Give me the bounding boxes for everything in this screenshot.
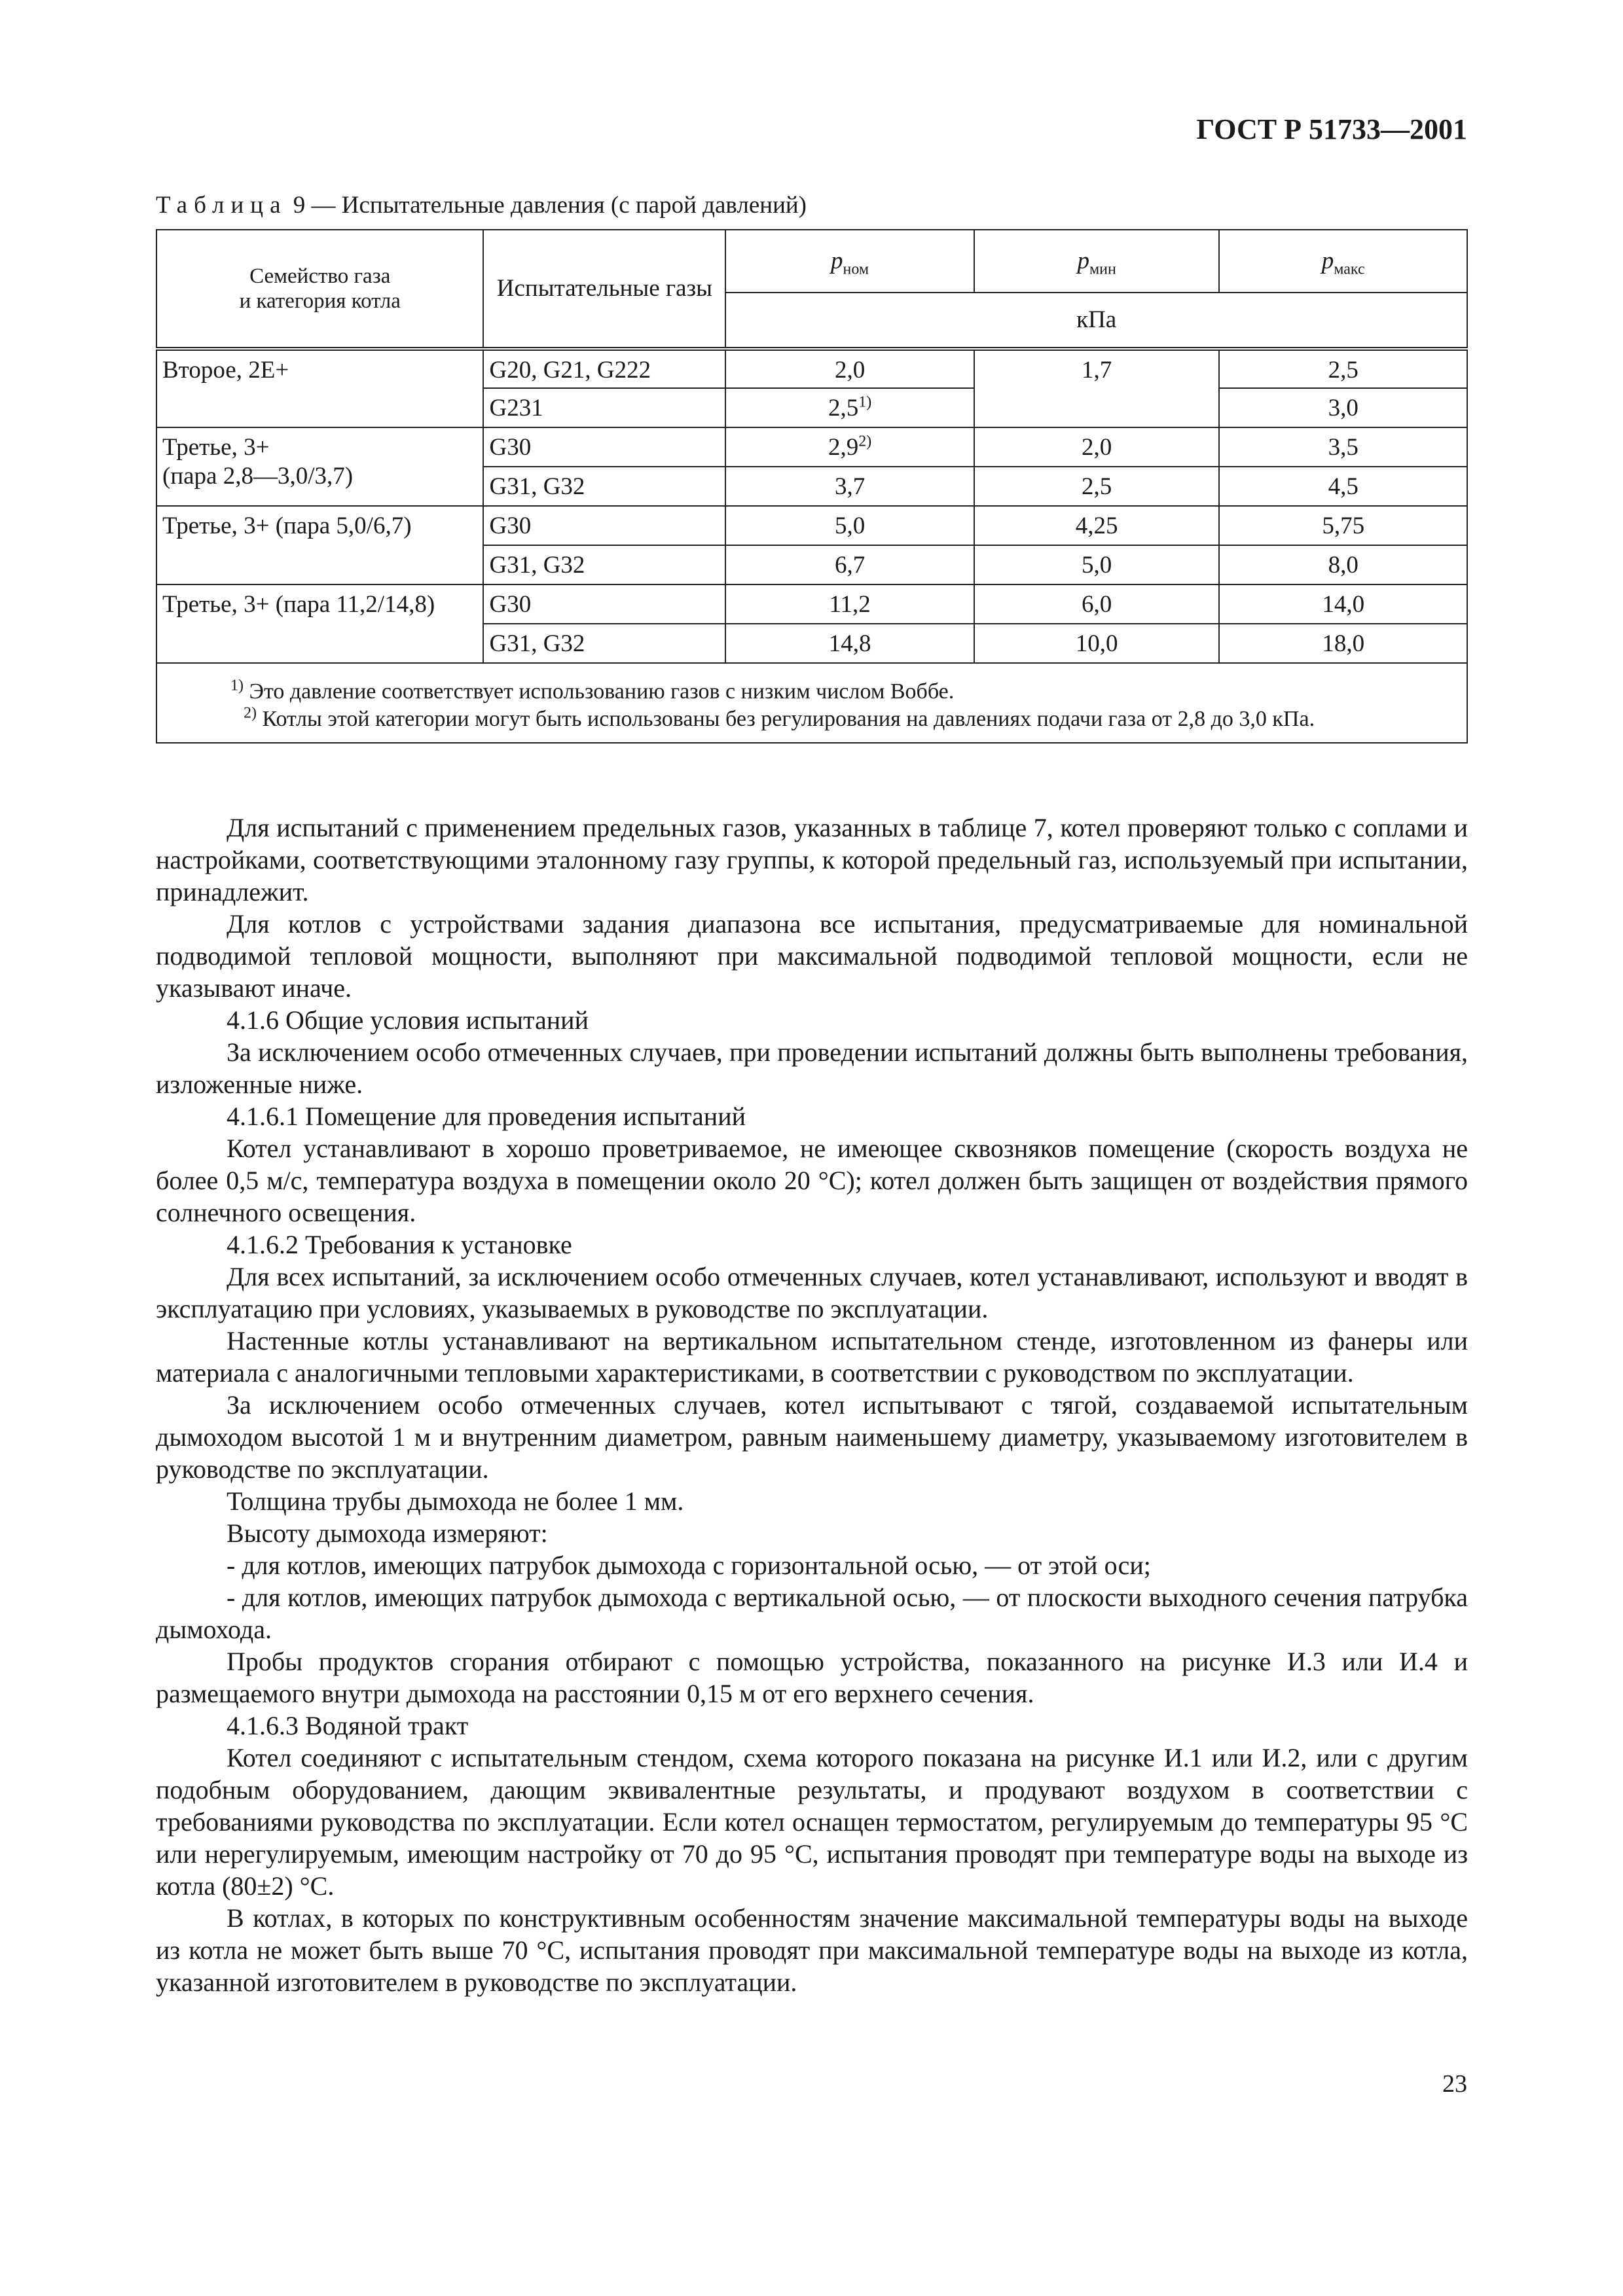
- table-caption-title: 9 — Испытательные давления (с парой давлений): [287, 192, 807, 219]
- cell-pnom: 5,0: [725, 506, 974, 545]
- header-unit: кПа: [725, 293, 1467, 349]
- cell-pmin: 4,25: [974, 506, 1220, 545]
- cell-pmax: 5,75: [1219, 506, 1467, 545]
- cell-pmin: 2,5: [974, 467, 1220, 506]
- table-footnotes: [156, 663, 1467, 743]
- cell-family: Третье, 3+ (пара 11,2/14,8): [156, 584, 483, 663]
- page-number: 23: [1442, 2070, 1467, 2098]
- pressure-table: [156, 229, 1468, 744]
- table-row: [156, 427, 1467, 467]
- section-heading: 4.1.6.3 Водяной тракт: [227, 1711, 469, 1740]
- cell-gas: G231: [483, 388, 725, 427]
- footnote-2: $^{2)}$ Котлы этой категории могут быть использованы без регулирования на давлениях подачи газа от 2,8 до 3,0 кПа.: [244, 704, 1315, 731]
- cell-gas: G20, G21, G222: [483, 349, 725, 388]
- cell-gas: G31, G32: [483, 467, 725, 506]
- header-family: Семейство газа и категория котла: [156, 230, 483, 349]
- table-caption-label: Таблица: [156, 192, 287, 219]
- cell-gas: G30: [483, 427, 725, 467]
- paragraph: Для котлов с устройствами задания диапазона все испытания, предусматриваемые для номинальной подводимой тепловой мощности, выполняют при максимальной подводимой тепловой мощности, если не указывают иначе.: [156, 909, 1468, 1003]
- cell-pmin: 10,0: [974, 624, 1220, 663]
- cell-pmax: 4,5: [1219, 467, 1467, 506]
- table-row: [156, 506, 1467, 545]
- cell-family: Третье, 3+ (пара 5,0/6,7): [156, 506, 483, 584]
- paragraph: За исключением особо отмеченных случаев, при проведении испытаний должны быть выполнены требования, изложенные ниже.: [156, 1037, 1468, 1099]
- cell-gas: G30: [483, 506, 725, 545]
- cell-gas: G31, G32: [483, 624, 725, 663]
- cell-pmax: 18,0: [1219, 624, 1467, 663]
- cell-gas: G31, G32: [483, 545, 725, 584]
- footnote-1: $^{1)}$ Это давление соответствует использованию газов с низким числом Воббе.: [230, 677, 955, 704]
- section-heading: 4.1.6 Общие условия испытаний: [227, 1005, 589, 1035]
- list-item: - для котлов, имеющих патрубок дымохода с горизонтальной осью, — от этой оси;: [227, 1551, 1151, 1580]
- document-header: ГОСТ Р 51733—2001: [1196, 113, 1467, 145]
- paragraph: Пробы продуктов сгорания отбирают с помощью устройства, показанного на рисунке И.3 или И.4 и размещаемого внутри дымохода на расстоянии 0,15 м от его верхнего сечения.: [156, 1647, 1468, 1708]
- paragraph: Для всех испытаний, за исключением особо отмеченных случаев, котел устанавливают, используют и вводят в эксплуатацию при условиях, указываемых в руководстве по эксплуатации.: [156, 1262, 1468, 1323]
- list-item: - для котлов, имеющих патрубок дымохода с вертикальной осью, — от плоскости выходного сечения патрубка дымохода.: [156, 1583, 1468, 1644]
- header-pmin: $p_{мин}$: [974, 230, 1220, 293]
- paragraph: Настенные котлы устанавливают на вертикальном испытательном стенде, изготовленном из фанеры или материала с аналогичными тепловыми характеристиками, в соответствии с руководством по эксплуатации.: [156, 1326, 1468, 1388]
- cell-pmax: 3,0: [1219, 388, 1467, 427]
- paragraph: Для испытаний с применением предельных газов, указанных в таблице 7, котел проверяют только с соплами и настройками, соответствующими эталонному газу группы, к которой предельный газ, используемый при испытании, принадлежит.: [156, 813, 1468, 906]
- cell-pmin: 5,0: [974, 545, 1220, 584]
- cell-pmax: 14,0: [1219, 584, 1467, 624]
- header-pnom: $p_{ном}$: [725, 230, 974, 293]
- cell-pnom: 2,9$^{2)}$: [725, 427, 974, 467]
- section-heading: 4.1.6.2 Требования к установке: [227, 1230, 572, 1259]
- cell-pmin: 6,0: [974, 584, 1220, 624]
- cell-pnom: 2,5$^{1)}$: [725, 388, 974, 427]
- paragraph: Высоту дымохода измеряют:: [227, 1518, 548, 1548]
- cell-family: Второе, 2Е+: [156, 349, 483, 427]
- paragraph: В котлах, в которых по конструктивным особенностям значение максимальной температуры воды на выходе из котла не может быть выше 70 °С, испытания проводят при максимальной температуре воды на выходе из котла, указанной изготовителем в руководстве по эксплуатации.: [156, 1903, 1468, 1997]
- section-heading: 4.1.6.1 Помещение для проведения испытаний: [227, 1102, 746, 1131]
- cell-pnom: 6,7: [725, 545, 974, 584]
- paragraph: За исключением особо отмеченных случаев, котел испытывают с тягой, создаваемой испытательным дымоходом высотой 1 м и внутренним диаметром, равным наименьшему диаметру, указываемому изготовителем в руководстве по эксплуатации.: [156, 1390, 1468, 1484]
- table-row: [156, 584, 1467, 624]
- cell-pmax: 8,0: [1219, 545, 1467, 584]
- header-pmax: $p_{макс}$: [1219, 230, 1467, 293]
- cell-pnom: 2,0: [725, 349, 974, 388]
- header-gases: Испытательные газы: [483, 230, 725, 349]
- cell-pnom: 11,2: [725, 584, 974, 624]
- paragraph: Котел соединяют с испытательным стендом, схема которого показана на рисунке И.1 или И.2, или с другим подобным оборудованием, дающим эквивалентные результаты, и продувают воздухом в соответствии с требованиями руководства по эксплуатации. Если котел оснащен термостатом, регулируемым до температуры 95 °С или нерегулируемым, имеющим настройку от 70 до 95 °С, испытания проводят при температуре воды на выходе из котла (80±2) °С.: [156, 1743, 1468, 1901]
- cell-family: Третье, 3+ (пара 2,8—3,0/3,7): [156, 427, 483, 506]
- cell-pmax: 2,5: [1219, 349, 1467, 388]
- cell-pnom: 14,8: [725, 624, 974, 663]
- table-footnotes-row: [156, 663, 1467, 743]
- paragraph: Котел устанавливают в хорошо проветриваемое, не имеющее сквозняков помещение (скорость воздуха не более 0,5 м/с, температура воздуха в помещении около 20 °С); котел должен быть защищен от воздействия прямого солнечного освещения.: [156, 1134, 1468, 1227]
- table-row: [156, 349, 1467, 388]
- cell-gas: G30: [483, 584, 725, 624]
- cell-pmin: 1,7: [974, 349, 1220, 427]
- table-caption: [156, 191, 807, 219]
- cell-pnom: 3,7: [725, 467, 974, 506]
- body-text: [156, 812, 1468, 1998]
- paragraph: Толщина трубы дымохода не более 1 мм.: [227, 1486, 684, 1516]
- cell-pmin: 2,0: [974, 427, 1220, 467]
- cell-pmax: 3,5: [1219, 427, 1467, 467]
